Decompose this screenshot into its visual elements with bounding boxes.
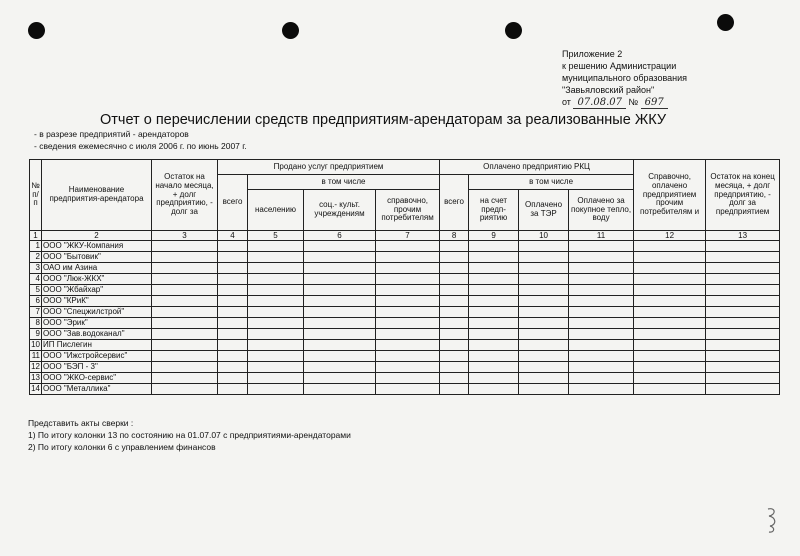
empty-cell [248,252,304,263]
empty-cell [569,307,634,318]
empty-cell [440,384,469,395]
empty-cell [376,307,440,318]
empty-cell [519,340,569,351]
number-label: № [628,97,639,107]
row-number-cell: 7 [30,307,42,318]
empty-cell [376,351,440,362]
empty-cell [376,384,440,395]
empty-cell [634,296,706,307]
empty-cell [152,384,218,395]
empty-cell [469,307,519,318]
empty-cell [218,263,248,274]
company-name-cell: ООО "ЖКО-сервис" [42,373,152,384]
header-paid-heat: Оплачено за покупное тепло, воду [569,190,634,231]
empty-cell [569,384,634,395]
empty-cell [519,296,569,307]
empty-cell [519,318,569,329]
empty-cell [152,252,218,263]
empty-cell [519,285,569,296]
empty-cell [248,296,304,307]
header-sold-pop: населению [248,190,304,231]
empty-cell [634,274,706,285]
table-row [30,329,780,340]
empty-cell [634,362,706,373]
header-num: № п/п [30,160,42,231]
table-row [30,384,780,395]
header-balance-end: Остаток на конец месяца, + долг предприятию, - долг за предприятием [706,160,780,231]
header-balance-start: Остаток на начало месяца, + долг предприятию, - долг за [152,160,218,231]
empty-cell [218,351,248,362]
report-table [29,159,780,395]
company-name-cell: ООО "Спецжилстрой" [42,307,152,318]
empty-cell [376,252,440,263]
empty-cell [304,373,376,384]
subtitle: - сведения ежемесячно с июля 2006 г. по июнь 2007 г. [34,141,247,151]
empty-cell [376,373,440,384]
empty-cell [218,296,248,307]
empty-cell [569,318,634,329]
empty-cell [440,373,469,384]
empty-cell [569,296,634,307]
empty-cell [304,285,376,296]
empty-cell [706,296,780,307]
empty-cell [706,329,780,340]
handwritten-number: 697 [641,97,668,109]
company-name-cell: ООО "Эрик" [42,318,152,329]
appendix-date-line [562,96,687,109]
row-number-cell: 6 [30,296,42,307]
appendix-line: Приложение 2 [562,49,623,59]
empty-cell [218,329,248,340]
row-number-cell: 1 [30,241,42,252]
empty-cell [469,340,519,351]
empty-cell [569,373,634,384]
column-number-cell: 12 [634,231,706,241]
row-number-cell: 9 [30,329,42,340]
header-paid-ter: Оплачено за ТЭР [519,190,569,231]
table-body [30,241,780,395]
column-number-cell: 9 [469,231,519,241]
empty-cell [304,263,376,274]
empty-cell [634,329,706,340]
empty-cell [440,351,469,362]
empty-cell [569,285,634,296]
column-number-cell: 6 [304,231,376,241]
empty-cell [304,318,376,329]
empty-cell [519,241,569,252]
empty-cell [440,318,469,329]
empty-cell [304,274,376,285]
empty-cell [519,329,569,340]
handwritten-date: 07.08.07 [573,97,626,109]
empty-cell [706,285,780,296]
table-row [30,351,780,362]
empty-cell [519,252,569,263]
column-number-cell: 7 [376,231,440,241]
empty-cell [569,252,634,263]
header-paid-rkc: Оплачено предприятию РКЦ [440,160,634,175]
empty-cell [376,263,440,274]
empty-cell [218,373,248,384]
header-ref-paid: Справочно, оплачено предприятием прочим потребителям и [634,160,706,231]
empty-cell [248,241,304,252]
empty-cell [469,274,519,285]
company-name-cell: ООО "ЖКУ-Компания [42,241,152,252]
empty-cell [376,318,440,329]
empty-cell [248,307,304,318]
empty-cell [634,384,706,395]
empty-cell [152,373,218,384]
column-number-cell: 2 [42,231,152,241]
empty-cell [376,274,440,285]
empty-cell [569,263,634,274]
empty-cell [440,241,469,252]
company-name-cell: ООО "БЭП - 3" [42,362,152,373]
footer-item: 1) По итогу колонки 13 по состоянию на 01.07.07 с предприятиями-арендаторами [28,430,351,440]
appendix-line: муниципального образования [562,73,688,83]
row-number-cell: 3 [30,263,42,274]
empty-cell [706,263,780,274]
empty-cell [248,362,304,373]
company-name-cell: ООО "Зав.водоканал" [42,329,152,340]
table-row [30,318,780,329]
empty-cell [634,351,706,362]
empty-cell [248,384,304,395]
empty-cell [376,296,440,307]
empty-cell [519,351,569,362]
company-name-cell: ООО "Металлика" [42,384,152,395]
empty-cell [469,362,519,373]
empty-cell [304,307,376,318]
column-number-cell: 1 [30,231,42,241]
company-name-cell: ИП Пислегин [42,340,152,351]
empty-cell [304,241,376,252]
empty-cell [634,263,706,274]
row-number-cell: 8 [30,318,42,329]
empty-cell [304,384,376,395]
empty-cell [248,351,304,362]
table-row [30,373,780,384]
punch-hole [505,22,522,39]
empty-cell [569,340,634,351]
empty-cell [152,351,218,362]
company-name-cell: ОАО им Азина [42,263,152,274]
row-number-cell: 2 [30,252,42,263]
empty-cell [152,340,218,351]
empty-cell [569,241,634,252]
header-name: Наименование предприятия-арендатора [42,160,152,231]
table-row [30,263,780,274]
header-sold-social: соц.- культ. учреждениям [304,190,376,231]
empty-cell [304,340,376,351]
empty-cell [706,362,780,373]
empty-cell [519,384,569,395]
empty-cell [469,351,519,362]
handwritten-mark-icon [762,505,782,535]
row-number-cell: 5 [30,285,42,296]
company-name-cell: ООО "КРиК" [42,296,152,307]
appendix-block [562,48,687,109]
empty-cell [634,340,706,351]
empty-cell [440,340,469,351]
column-numbers-row [30,231,780,241]
empty-cell [469,384,519,395]
empty-cell [634,318,706,329]
header-paid-total: всего [440,175,469,231]
empty-cell [440,252,469,263]
empty-cell [519,373,569,384]
header-paid-incl: в том числе [469,175,634,190]
empty-cell [469,252,519,263]
empty-cell [304,362,376,373]
empty-cell [304,329,376,340]
empty-cell [152,263,218,274]
punch-hole [717,14,734,31]
empty-cell [218,318,248,329]
empty-cell [706,274,780,285]
empty-cell [304,296,376,307]
empty-cell [152,274,218,285]
column-number-cell: 10 [519,231,569,241]
empty-cell [152,296,218,307]
empty-cell [519,263,569,274]
empty-cell [218,274,248,285]
company-name-cell: ООО "Ижстройсервис" [42,351,152,362]
empty-cell [569,329,634,340]
empty-cell [248,373,304,384]
empty-cell [440,329,469,340]
empty-cell [218,340,248,351]
footer-heading: Представить акты сверки : [28,418,134,428]
empty-cell [218,241,248,252]
company-name-cell: ООО "Бытовик" [42,252,152,263]
empty-cell [706,351,780,362]
empty-cell [152,362,218,373]
empty-cell [634,373,706,384]
appendix-line: "Завьяловский район" [562,85,655,95]
empty-cell [248,263,304,274]
empty-cell [152,285,218,296]
row-number-cell: 14 [31,384,40,393]
column-number-cell: 3 [152,231,218,241]
subtitle: - в разрезе предприятий - арендаторов [34,129,189,139]
header-paid-account: на счет предп-риятию [469,190,519,231]
appendix-line: к решению Администрации [562,61,677,71]
empty-cell [152,307,218,318]
empty-cell [469,285,519,296]
empty-cell [376,285,440,296]
footer-item: 2) По итогу колонки 6 с управлением финансов [28,442,216,452]
empty-cell [519,307,569,318]
empty-cell [376,340,440,351]
row-number-cell: 13 [31,373,40,382]
header-sold: Продано услуг предприятием [218,160,440,175]
empty-cell [519,362,569,373]
empty-cell [248,285,304,296]
table-row [30,340,780,351]
empty-cell [469,318,519,329]
empty-cell [569,351,634,362]
empty-cell [152,241,218,252]
company-name-cell: ООО "Жбайхар" [42,285,152,296]
column-number-cell: 11 [569,231,634,241]
header-sold-total: всего [218,175,248,231]
column-number-cell: 5 [248,231,304,241]
empty-cell [218,252,248,263]
empty-cell [469,241,519,252]
column-number-cell: 8 [440,231,469,241]
table-row [30,274,780,285]
empty-cell [440,285,469,296]
column-number-cell: 4 [218,231,248,241]
row-number-cell: 10 [31,340,40,349]
table-row [30,252,780,263]
empty-cell [706,373,780,384]
empty-cell [469,329,519,340]
empty-cell [519,274,569,285]
empty-cell [634,307,706,318]
empty-cell [248,340,304,351]
empty-cell [304,252,376,263]
empty-cell [248,318,304,329]
from-label: от [562,97,571,107]
punch-hole [28,22,45,39]
table-row [30,362,780,373]
empty-cell [706,318,780,329]
empty-cell [706,307,780,318]
row-number-cell: 12 [31,362,40,371]
empty-cell [152,329,218,340]
empty-cell [706,252,780,263]
table-row [30,285,780,296]
header-sold-incl: в том числе [248,175,440,190]
empty-cell [248,274,304,285]
empty-cell [706,384,780,395]
empty-cell [440,263,469,274]
empty-cell [440,362,469,373]
company-name-cell: ООО "Люк-ЖКХ" [42,274,152,285]
empty-cell [440,296,469,307]
empty-cell [469,296,519,307]
empty-cell [706,340,780,351]
empty-cell [440,274,469,285]
empty-cell [152,318,218,329]
column-number-cell: 13 [706,231,780,241]
empty-cell [248,329,304,340]
empty-cell [469,373,519,384]
empty-cell [469,263,519,274]
empty-cell [218,362,248,373]
table-row [30,296,780,307]
empty-cell [376,329,440,340]
table-row [30,241,780,252]
empty-cell [304,351,376,362]
empty-cell [569,362,634,373]
empty-cell [634,285,706,296]
header-sold-other: справочно, прочим потребителям [376,190,440,231]
document-title: Отчет о перечислении средств предприятиям-арендаторам за реализованные ЖКУ [100,112,667,128]
punch-hole [282,22,299,39]
empty-cell [440,307,469,318]
table-row [30,307,780,318]
empty-cell [569,274,634,285]
empty-cell [218,307,248,318]
empty-cell [376,362,440,373]
empty-cell [218,384,248,395]
row-number-cell: 4 [30,274,42,285]
empty-cell [706,241,780,252]
empty-cell [634,252,706,263]
row-number-cell: 11 [30,351,42,362]
empty-cell [634,241,706,252]
empty-cell [376,241,440,252]
empty-cell [218,285,248,296]
